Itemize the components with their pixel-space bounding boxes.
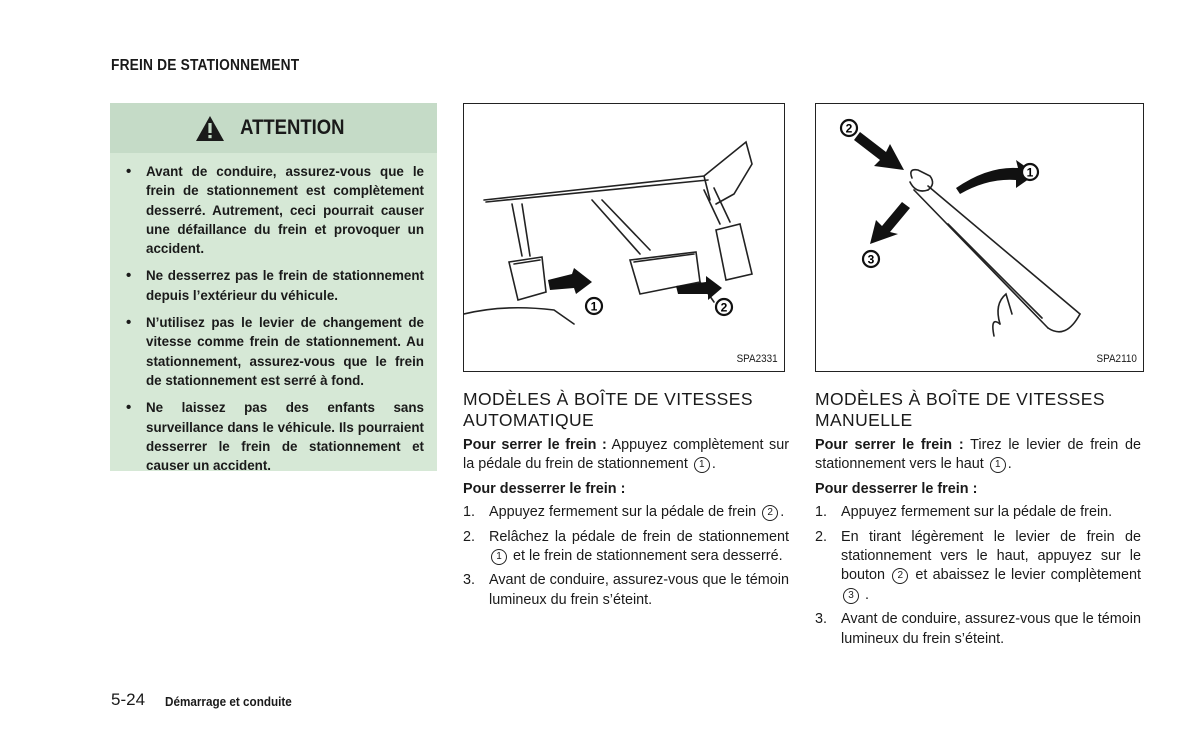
automatic-heading: MODÈLES À BOÎTE DE VITESSES AUTOMATIQUE	[463, 389, 753, 430]
section-title: FREIN DE STATIONNEMENT	[111, 57, 300, 74]
lever-illustration	[816, 104, 1143, 371]
apply-text: Tirez le levier de frein de stationnement vers le haut	[815, 437, 1141, 473]
marker-3-icon	[863, 251, 879, 267]
figure-code: SPA2331	[736, 353, 778, 365]
attention-header	[110, 103, 437, 153]
chapter-title: Démarrage et conduite	[165, 694, 292, 709]
ref-circle: 1	[990, 457, 1006, 473]
marker-1-icon	[586, 298, 602, 314]
figure-manual-lever	[815, 103, 1144, 372]
attention-list	[124, 162, 424, 483]
ref-circle: 2	[762, 505, 778, 521]
manual-heading: MODÈLES À BOÎTE DE VITESSES MANUELLE	[815, 389, 1105, 430]
step-text: Avant de conduire, assurez-vous que le témoin lumineux du frein s’éteint.	[841, 611, 1141, 647]
attention-item: • N’utilisez pas le levier de changement de vitesse comme frein de stationnement. Au stationnement, assurez-vous que le frein de stationnement est serré à fond.	[124, 313, 424, 390]
attention-box	[110, 103, 437, 474]
step-text: Appuyez fermement sur la pédale de frein	[489, 504, 757, 521]
attention-title: ATTENTION	[240, 116, 345, 139]
step-text: Avant de conduire, assurez-vous que le témoin lumineux du frein s’éteint.	[489, 572, 789, 608]
manual-apply: Pour serrer le frein : Tirez le levier de frein de stationnement vers le haut 1 .	[815, 437, 1141, 473]
step-number: 1.	[463, 504, 476, 521]
automatic-section	[463, 389, 789, 615]
manual-steps	[815, 503, 1141, 649]
step-text: Relâchez la pédale de frein de stationnement	[489, 528, 789, 545]
marker-2-icon	[841, 120, 857, 136]
fig-auto-marker-2: 2	[720, 300, 728, 315]
attention-item: • Ne desserrez pas le frein de stationnement depuis l’extérieur du véhicule.	[124, 266, 424, 305]
step-item	[463, 528, 789, 567]
release-label: Pour desserrer le frein :	[815, 480, 978, 497]
page-number: 5-24	[111, 690, 146, 709]
step-text: Appuyez fermement sur la pédale de frein.	[841, 504, 1113, 521]
step-text: En tirant légèrement le levier de frein de stationnement vers le haut, appuyez sur le bouton	[841, 528, 1141, 584]
ref-circle: 3	[843, 588, 859, 604]
step-text: et abaissez le levier complètement	[915, 567, 1141, 584]
fig-auto-marker-1: 1	[590, 299, 598, 314]
automatic-steps	[463, 503, 789, 610]
marker-2-icon	[716, 299, 732, 315]
automatic-apply: Pour serrer le frein : Appuyez complètement sur la pédale du frein de stationnement 1 .	[463, 437, 790, 473]
step-item	[463, 571, 789, 610]
attention-item: • Ne laissez pas des enfants sans surveillance dans le véhicule. Ils pourraient desserrer le frein de stationnement et causer un accident.	[124, 398, 424, 475]
manual-section	[815, 389, 1141, 654]
figure-code: SPA2110	[1096, 353, 1137, 365]
step-item	[463, 503, 789, 522]
step-text: .	[865, 586, 869, 603]
ref-circle: 1	[491, 549, 507, 565]
fig-manual-marker-1: 1	[1026, 165, 1034, 180]
figure-automatic-pedals	[463, 103, 785, 372]
step-number: 3.	[463, 572, 476, 589]
step-number: 1.	[815, 504, 828, 521]
ref-circle: 1	[694, 457, 710, 473]
step-text: et le frein de stationnement sera desserré.	[513, 548, 783, 565]
step-item	[815, 528, 1141, 606]
step-item	[815, 610, 1141, 649]
step-number: 2.	[815, 528, 828, 545]
fig-manual-marker-2: 2	[845, 121, 853, 136]
step-item	[815, 503, 1141, 522]
warning-icon	[195, 115, 225, 142]
fig-manual-marker-3: 3	[867, 252, 875, 267]
release-label: Pour desserrer le frein :	[463, 480, 626, 497]
marker-1-icon	[1022, 164, 1038, 180]
apply-text: Appuyez complètement sur la pédale du frein de stationnement	[463, 437, 790, 473]
attention-item: • Avant de conduire, assurez-vous que le frein de stationnement est complètement desserré. Autrement, ceci pourrait causer une défaillance du frein et provoquer un accident.	[124, 162, 424, 258]
apply-label: Pour serrer le frein :	[815, 437, 964, 453]
step-text: .	[780, 504, 785, 521]
pedals-illustration	[464, 104, 784, 371]
step-number: 3.	[815, 611, 828, 628]
step-number: 2.	[463, 528, 476, 545]
apply-label: Pour serrer le frein :	[463, 437, 607, 453]
ref-circle: 2	[892, 568, 908, 584]
